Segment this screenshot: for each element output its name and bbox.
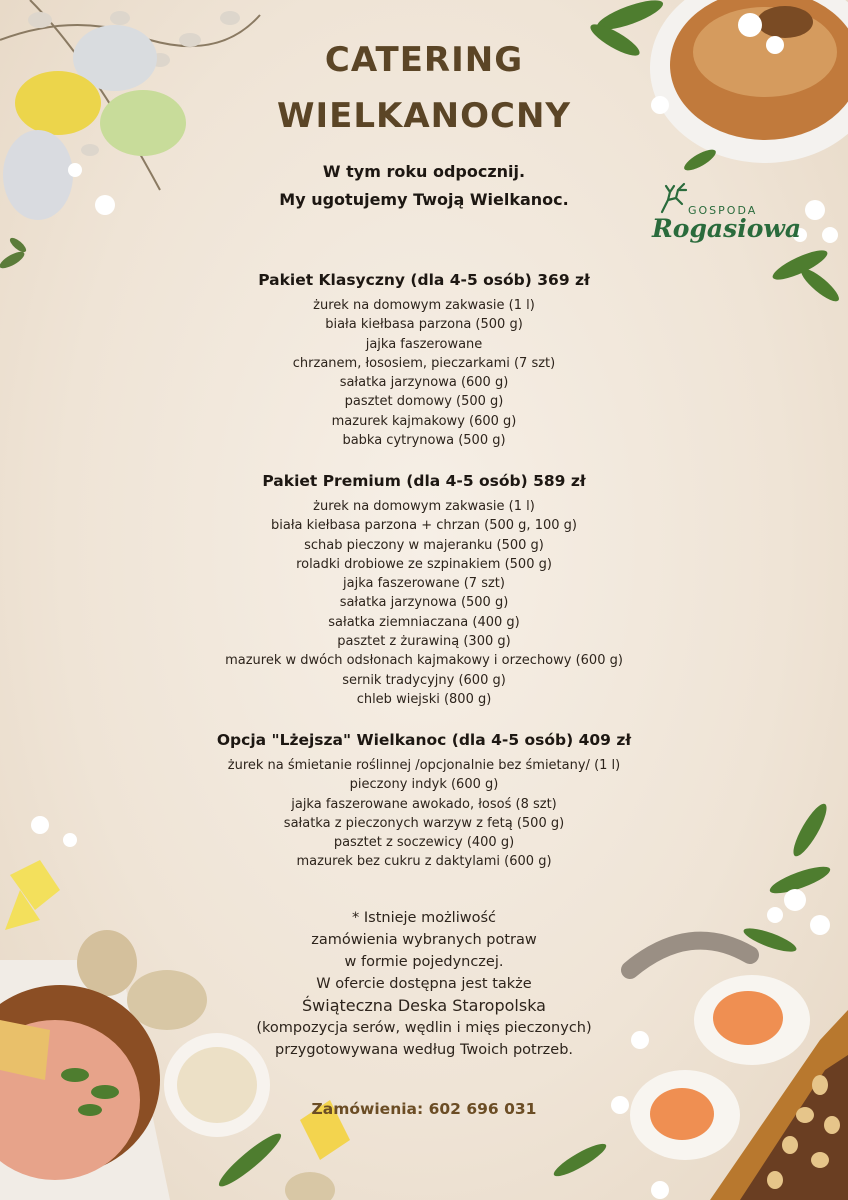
menu-item: chrzanem, łososiem, pieczarkami (7 szt): [292, 355, 556, 371]
menu-item: mazurek kajmakowy (600 g): [331, 413, 517, 429]
menu-item: pasztet z żurawiną (300 g): [337, 634, 511, 650]
package-light: [0, 727, 848, 872]
menu-item: pieczony indyk (600 g): [349, 777, 499, 793]
footnote-line: W ofercie dostępna jest także: [316, 976, 532, 992]
deer-icon: [656, 182, 692, 214]
menu-item: jajka faszerowane (7 szt): [343, 576, 505, 592]
footnote: [0, 907, 848, 1061]
menu-item: sałatka jarzynowa (600 g): [339, 375, 509, 391]
page-title-line-1: CATERING: [324, 40, 524, 80]
package-premium: [0, 468, 848, 709]
logo: [648, 182, 802, 252]
footnote-line: zamówienia wybranych potraw: [311, 932, 537, 948]
menu-item: pasztet domowy (500 g): [344, 394, 504, 410]
menu-item: sałatka jarzynowa (500 g): [339, 595, 509, 611]
menu-item: sałatka z pieczonych warzyw z fetą (500 g): [283, 815, 565, 831]
menu-item: schab pieczony w majeranku (500 g): [304, 537, 544, 553]
footnote-line: w formie pojedynczej.: [344, 954, 504, 970]
package-title: Pakiet Klasyczny (dla 4-5 osób) 369 zł: [258, 271, 590, 289]
menu-item: biała kiełbasa parzona (500 g): [325, 317, 523, 333]
menu-item: biała kiełbasa parzona + chrzan (500 g, 100 g): [271, 518, 577, 534]
menu-item: żurek na śmietanie roślinnej /opcjonalnie bez śmietany/ (1 l): [227, 758, 621, 773]
menu-item: sałatka ziemniaczana (400 g): [328, 614, 520, 630]
menu-item: mazurek bez cukru z daktylami (600 g): [296, 854, 552, 870]
footnote-line: * Istnieje możliwość: [352, 910, 496, 926]
menu-item: babka cytrynowa (500 g): [342, 433, 506, 449]
menu-item: żurek na domowym zakwasie (1 l): [313, 298, 535, 313]
package-title: Opcja "Lżejsza" Wielkanoc (dla 4-5 osób) 409 zł: [216, 731, 632, 749]
page-title: [0, 32, 848, 144]
package-title: Pakiet Premium (dla 4-5 osób) 589 zł: [262, 472, 586, 490]
package-classic: [0, 267, 848, 450]
menu-item: mazurek w dwóch odsłonach kajmakowy i orzechowy (600 g): [225, 653, 623, 669]
menu-item: jajka faszerowane awokado, łosoś (8 szt): [291, 796, 557, 812]
subtitle-line-1: W tym roku odpocznij.: [322, 162, 526, 181]
footnote-line: (kompozycja serów, wędlin i mięs pieczonych): [256, 1020, 592, 1036]
menu-item: chleb wiejski (800 g): [356, 691, 492, 707]
footnote-line: przygotowywana według Twoich potrzeb.: [274, 1042, 574, 1058]
menu-item: roladki drobiowe ze szpinakiem (500 g): [296, 556, 552, 572]
page-title-line-2: WIELKANOCNY: [276, 96, 572, 136]
menu-item: jajka faszerowane: [365, 336, 483, 352]
menu-item: sernik tradycyjny (600 g): [342, 672, 506, 688]
subtitle-line-2: My ugotujemy Twoją Wielkanoc.: [279, 190, 569, 209]
logo-brand-text: Rogasiowa: [652, 214, 802, 243]
footnote-line-highlight: Świąteczna Deska Staropolska: [302, 996, 546, 1015]
menu-item: pasztet z soczewicy (400 g): [333, 835, 515, 851]
order-phone: Zamówienia: 602 696 031: [311, 1100, 537, 1118]
logo-small-text: GOSPODA: [688, 204, 758, 217]
menu-item: żurek na domowym zakwasie (1 l): [313, 499, 535, 514]
